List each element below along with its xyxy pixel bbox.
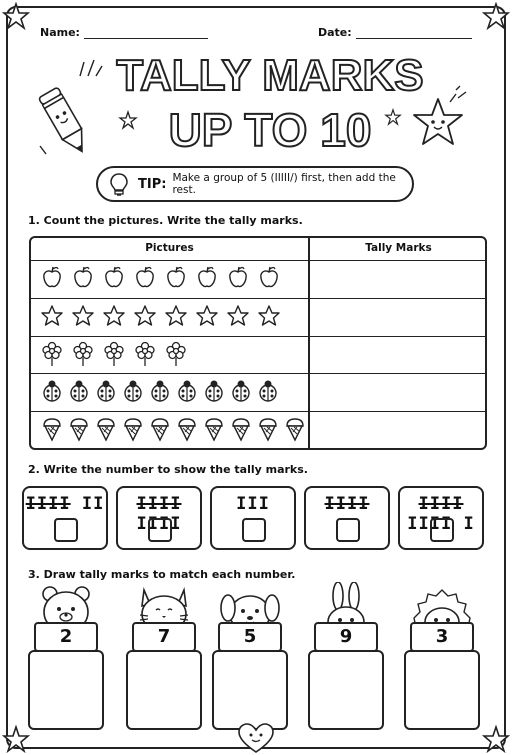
ladybug-icon bbox=[68, 378, 90, 408]
star-icon bbox=[103, 303, 125, 333]
tally-box bbox=[22, 486, 108, 550]
tally-marks: IIII II bbox=[25, 494, 105, 514]
star-icon bbox=[41, 303, 63, 333]
ice-cream-icon bbox=[284, 416, 306, 446]
title-line-2: UP TO 10 bbox=[168, 104, 372, 156]
tip-box bbox=[96, 166, 414, 202]
table-row bbox=[31, 337, 485, 374]
number-answer-box[interactable] bbox=[430, 518, 454, 542]
draw-tally-box[interactable] bbox=[404, 650, 480, 730]
draw-tally-box[interactable] bbox=[212, 650, 288, 730]
tally-marks: III bbox=[236, 494, 270, 514]
date-label: Date: bbox=[318, 26, 352, 39]
ice-cream-icon bbox=[203, 416, 225, 446]
flower-icon bbox=[103, 341, 125, 371]
ice-cream-icon bbox=[68, 416, 90, 446]
apple-icon bbox=[134, 265, 156, 295]
apple-icon bbox=[165, 265, 187, 295]
ladybug-icon bbox=[149, 378, 171, 408]
ice-cream-icon bbox=[41, 416, 63, 446]
number-answer-box[interactable] bbox=[54, 518, 78, 542]
ladybug-icon bbox=[122, 378, 144, 408]
ice-cream-icon bbox=[257, 416, 279, 446]
draw-tally-box[interactable] bbox=[126, 650, 202, 730]
column-header-tally: Tally Marks bbox=[365, 242, 432, 254]
tally-answer-cell[interactable] bbox=[310, 337, 487, 373]
ice-cream-icon bbox=[230, 416, 252, 446]
name-label: Name: bbox=[40, 26, 80, 39]
flower-icon bbox=[41, 341, 63, 371]
table-row bbox=[31, 261, 485, 299]
name-field[interactable] bbox=[40, 26, 208, 39]
flower-icon bbox=[165, 341, 187, 371]
corner-star-icon bbox=[482, 725, 510, 753]
flower-icon bbox=[134, 341, 156, 371]
star-icon bbox=[196, 303, 218, 333]
number-answer-box[interactable] bbox=[336, 518, 360, 542]
tally-box bbox=[398, 486, 484, 550]
ladybug-icon bbox=[95, 378, 117, 408]
sparkle-icon bbox=[446, 84, 468, 106]
tip-text: Make a group of 5 (IIIII/) first, then add the rest. bbox=[172, 172, 396, 196]
star-icon bbox=[72, 303, 94, 333]
number-card: 3 bbox=[410, 622, 474, 652]
small-star-icon bbox=[118, 110, 138, 130]
heart-icon bbox=[236, 722, 276, 754]
tip-label: TIP: bbox=[138, 176, 167, 192]
star-icon bbox=[258, 303, 280, 333]
number-card: 9 bbox=[314, 622, 378, 652]
ice-cream-icon bbox=[95, 416, 117, 446]
date-field[interactable] bbox=[318, 26, 472, 39]
star-icon bbox=[227, 303, 249, 333]
tally-marks: IIII IIII bbox=[136, 494, 182, 534]
number-card: 2 bbox=[34, 622, 98, 652]
number-answer-box[interactable] bbox=[148, 518, 172, 542]
number-card: 5 bbox=[218, 622, 282, 652]
page-title bbox=[60, 44, 452, 164]
number-answer-box[interactable] bbox=[242, 518, 266, 542]
number-card: 7 bbox=[132, 622, 196, 652]
tally-answer-cell[interactable] bbox=[310, 299, 487, 336]
draw-tally-box[interactable] bbox=[28, 650, 104, 730]
title-line-1: TALLY MARKS bbox=[116, 51, 424, 100]
tally-table bbox=[29, 236, 487, 450]
section-2-heading: 2. Write the number to show the tally marks. bbox=[28, 463, 308, 476]
ladybug-icon bbox=[230, 378, 252, 408]
flower-icon bbox=[72, 341, 94, 371]
tally-answer-cell[interactable] bbox=[310, 374, 487, 411]
small-star-icon bbox=[384, 108, 402, 126]
tally-box bbox=[210, 486, 296, 550]
star-icon bbox=[165, 303, 187, 333]
apple-icon bbox=[196, 265, 218, 295]
column-header-pictures: Pictures bbox=[145, 242, 194, 254]
ladybug-icon bbox=[176, 378, 198, 408]
corner-star-icon bbox=[2, 725, 30, 753]
tally-marks: IIII bbox=[324, 494, 370, 514]
tally-box bbox=[116, 486, 202, 550]
star-icon bbox=[134, 303, 156, 333]
ice-cream-icon bbox=[176, 416, 198, 446]
table-row bbox=[31, 374, 485, 412]
ladybug-icon bbox=[203, 378, 225, 408]
apple-icon bbox=[72, 265, 94, 295]
table-row bbox=[31, 412, 485, 449]
sparkle-icon bbox=[76, 56, 106, 80]
corner-star-icon bbox=[482, 2, 510, 30]
corner-star-icon bbox=[2, 2, 30, 30]
ladybug-icon bbox=[41, 378, 63, 408]
apple-icon bbox=[258, 265, 280, 295]
section-1-heading: 1. Count the pictures. Write the tally marks. bbox=[28, 214, 303, 227]
tally-answer-cell[interactable] bbox=[310, 261, 487, 298]
ladybug-icon bbox=[257, 378, 279, 408]
ice-cream-icon bbox=[149, 416, 171, 446]
tally-marks: IIII IIII I bbox=[407, 494, 475, 534]
table-row bbox=[31, 299, 485, 337]
lightbulb-icon bbox=[108, 172, 130, 198]
apple-icon bbox=[103, 265, 125, 295]
table-header bbox=[31, 238, 485, 261]
draw-tally-box[interactable] bbox=[308, 650, 384, 730]
ice-cream-icon bbox=[122, 416, 144, 446]
apple-icon bbox=[41, 265, 63, 295]
section-3-heading: 3. Draw tally marks to match each number. bbox=[28, 568, 296, 581]
pencil-icon bbox=[34, 82, 96, 162]
tally-answer-cell[interactable] bbox=[310, 412, 487, 449]
tally-box bbox=[304, 486, 390, 550]
apple-icon bbox=[227, 265, 249, 295]
